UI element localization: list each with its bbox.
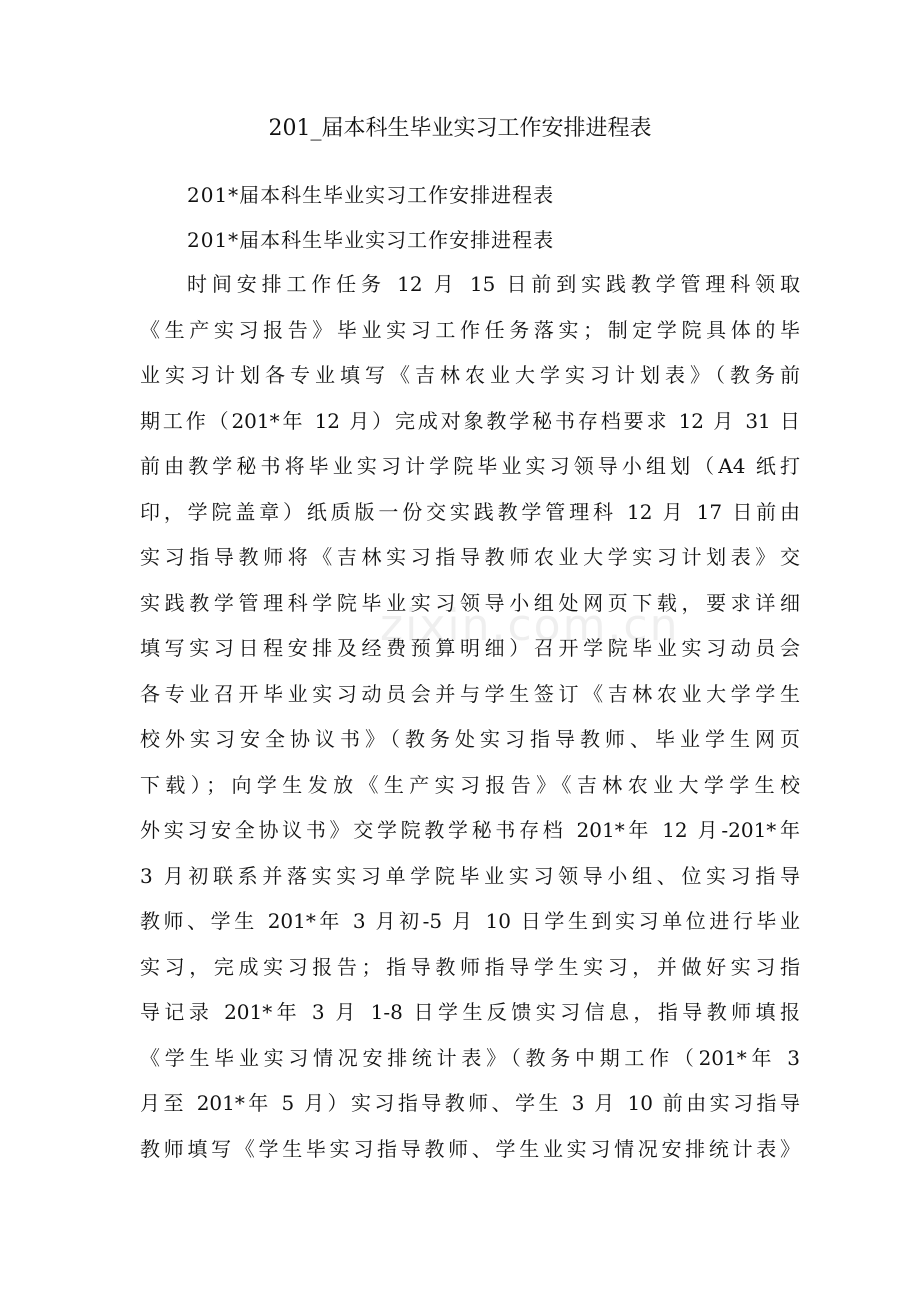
body-line: 教师填写《学生毕实习指导教师、学生业实习情况安排统计表》 (140, 1136, 800, 1161)
body-line: 月至 201*年 5 月）实习指导教师、学生 3 月 10 前由实习指导 (140, 1091, 800, 1115)
body-line: 印，学院盖章）纸质版一份交实践教学管理科 12 月 17 日前由 (140, 499, 800, 524)
body-line: 外实习安全协议书》交学院教学秘书存档 201*年 12 月-201*年 (140, 818, 800, 842)
body-line: 实习指导教师将《吉林实习指导教师农业大学实习计划表》交 (140, 545, 800, 569)
body-line: 《生产实习报告》毕业实习工作任务落实；制定学院具体的毕 (140, 317, 800, 342)
subtitle-line-1: 201*届本科生毕业实习工作安排进程表 (187, 183, 555, 207)
body-paragraph (140, 268, 800, 1178)
body-line: 各专业召开毕业实习动员会并与学生签订《吉林农业大学学生 (140, 681, 800, 706)
body-line: 下载）；向学生发放《生产实习报告》《吉林农业大学学生校 (140, 772, 800, 797)
body-line: 导记录 201*年 3 月 1-8 日学生反馈实习信息，指导教师填报 (140, 1000, 800, 1024)
body-line: 前由教学秘书将毕业实习计学院毕业实习领导小组划（A4 纸打 (140, 454, 800, 478)
body-line: 3 月初联系并落实实习单学院毕业实习领导小组、位实习指导 (140, 863, 800, 888)
body-line: 实践教学管理科学院毕业实习领导小组处网页下载，要求详细 (140, 590, 800, 615)
body-line: 填写实习日程安排及经费预算明细）召开学院毕业实习动员会 (140, 636, 800, 660)
body-line: 实习，完成实习报告；指导教师指导学生实习，并做好实习指 (140, 954, 800, 979)
watermark: zixin.com.cn (380, 600, 680, 651)
body-line: 时间安排工作任务 12 月 15 日前到实践教学管理科领取 (187, 272, 800, 296)
body-line: 校外实习安全协议书》（教务处实习指导教师、毕业学生网页 (140, 727, 800, 751)
body-line: 教师、学生 201*年 3 月初-5 月 10 日学生到实习单位进行毕业 (140, 909, 800, 933)
subtitle-line-2: 201*届本科生毕业实习工作安排进程表 (187, 228, 555, 252)
body-line: 业实习计划各专业填写《吉林农业大学实习计划表》（教务前 (140, 363, 800, 387)
body-line: 《学生毕业实习情况安排统计表》（教务中期工作（201*年 3 (140, 1045, 800, 1070)
body-line: 期工作（201*年 12 月）完成对象教学秘书存档要求 12 月 31 日 (140, 408, 800, 433)
document-title: 201_届本科生毕业实习工作安排进程表 (268, 116, 652, 141)
